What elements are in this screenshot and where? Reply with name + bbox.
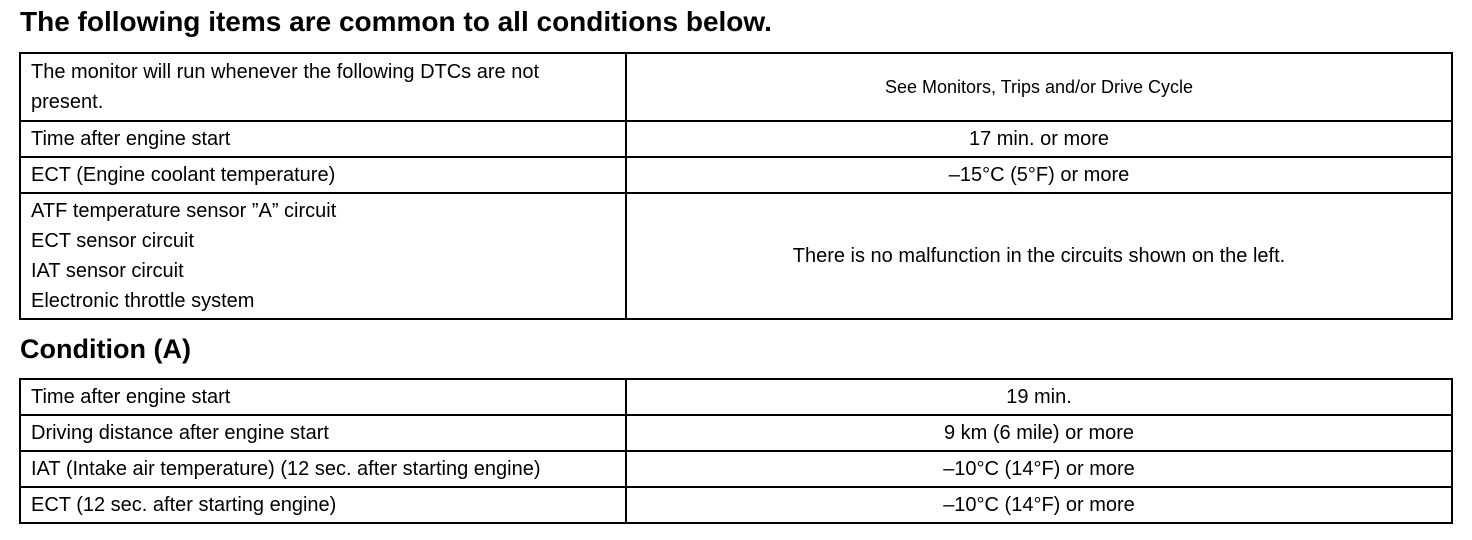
common-conditions-heading: The following items are common to all conditions below. — [20, 6, 772, 37]
dtc-condition-label — [20, 53, 626, 121]
dtc-condition-label-text: The monitor will run whenever the following DTCs are not present. — [31, 61, 539, 113]
circuits-list-cell — [20, 193, 626, 319]
table-row — [20, 121, 1452, 157]
common-conditions-table — [19, 52, 1453, 320]
cond-a-distance-value: 9 km (6 mile) or more — [626, 415, 1452, 451]
table-row — [20, 193, 1452, 319]
circuit-item-ect-sensor: ECT sensor circuit — [31, 230, 195, 252]
table-row — [20, 53, 1452, 121]
table-row — [20, 379, 1452, 415]
circuit-item-throttle: Electronic throttle system — [31, 290, 255, 312]
condition-a-table — [19, 378, 1453, 524]
circuit-item-iat-sensor: IAT sensor circuit — [31, 260, 184, 282]
cond-a-distance-label: Driving distance after engine start — [20, 415, 626, 451]
time-after-start-value: 17 min. or more — [626, 121, 1452, 157]
dtc-condition-value: See Monitors, Trips and/or Drive Cycle — [626, 53, 1452, 121]
cond-a-ect-value: –10°C (14°F) or more — [626, 487, 1452, 523]
cond-a-ect-label: ECT (12 sec. after starting engine) — [20, 487, 626, 523]
time-after-start-label: Time after engine start — [20, 121, 626, 157]
table-row — [20, 415, 1452, 451]
cond-a-iat-value: –10°C (14°F) or more — [626, 451, 1452, 487]
circuits-status-value: There is no malfunction in the circuits shown on the left. — [626, 193, 1452, 319]
ect-label: ECT (Engine coolant temperature) — [20, 157, 626, 193]
ect-value: –15°C (5°F) or more — [626, 157, 1452, 193]
cond-a-time-label: Time after engine start — [20, 379, 626, 415]
cond-a-time-value: 19 min. — [626, 379, 1452, 415]
table-row — [20, 451, 1452, 487]
cond-a-iat-label: IAT (Intake air temperature) (12 sec. after starting engine) — [20, 451, 626, 487]
table-row — [20, 157, 1452, 193]
table-row — [20, 487, 1452, 523]
circuit-item-atf-sensor: ATF temperature sensor ”A” circuit — [31, 200, 337, 222]
condition-a-heading: Condition (A) — [20, 334, 191, 364]
